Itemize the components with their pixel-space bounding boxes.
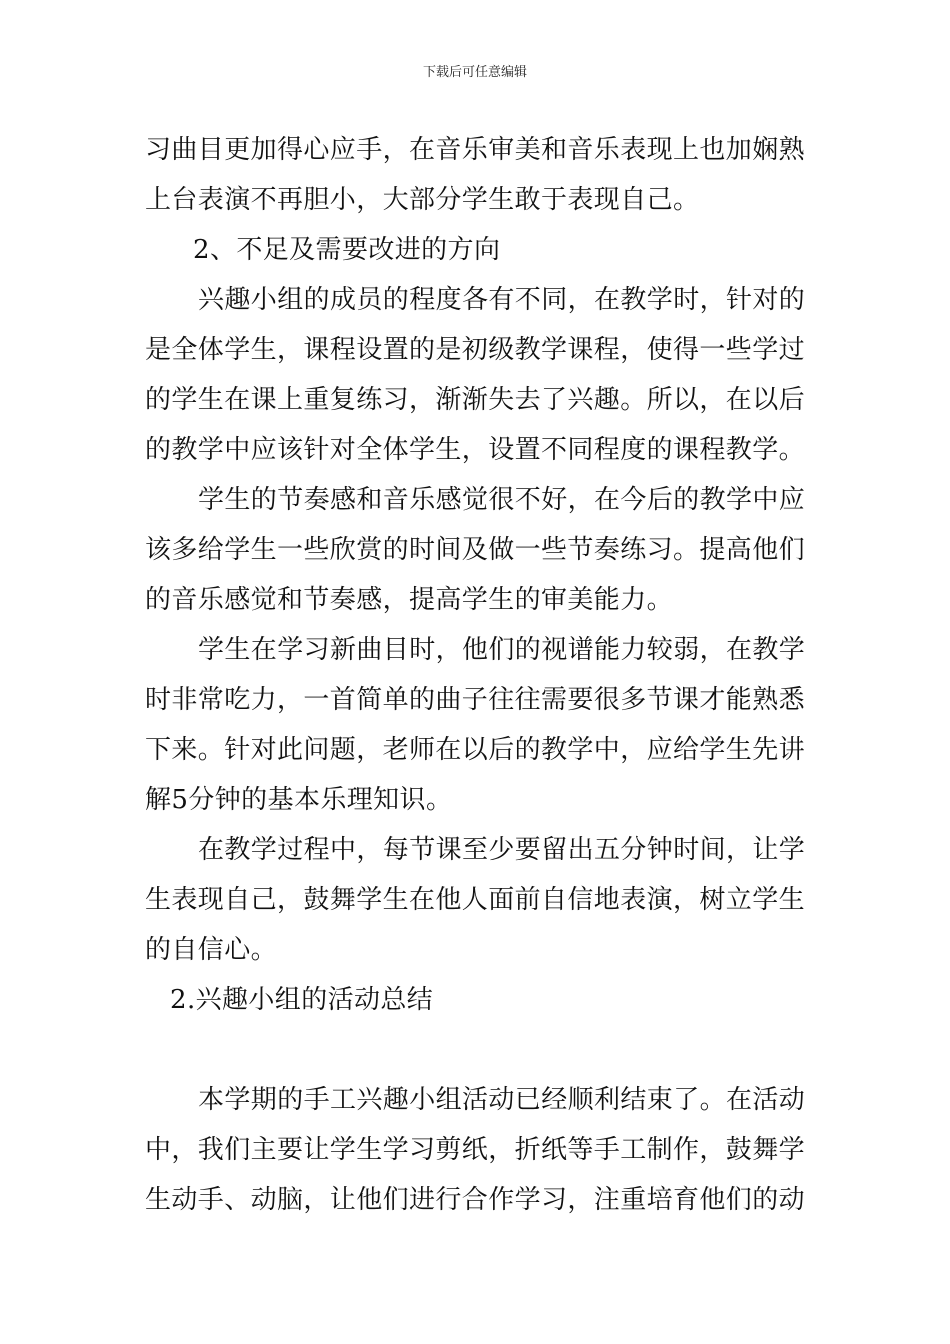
paragraph-line: 兴趣小组的成员的程度各有不同，在教学时，针对的 — [198, 285, 806, 315]
paragraph-line: 中，我们主要让学生学习剪纸，折纸等手工制作，鼓舞学 — [145, 1135, 806, 1165]
paragraph-line: 学生的节奏感和音乐感觉很不好，在今后的教学中应 — [198, 485, 806, 515]
paragraph-line: 下来。针对此问题，老师在以后的教学中，应给学生先讲 — [145, 735, 806, 765]
paragraph-line: 的自信心。 — [145, 935, 278, 965]
paragraph-line: 的学生在课上重复练习，渐渐失去了兴趣。所以，在以后 — [145, 385, 806, 415]
paragraph-line: 该多给学生一些欣赏的时间及做一些节奏练习。提高他们 — [145, 535, 806, 565]
page-header: 下载后可任意编辑 — [422, 65, 527, 80]
paragraph-line: 生表现自己，鼓舞学生在他人面前自信地表演，树立学生 — [145, 885, 806, 915]
paragraph-line: 的音乐感觉和节奏感，提高学生的审美能力。 — [145, 585, 674, 615]
paragraph-line: 是全体学生，课程设置的是初级教学课程，使得一些学过 — [145, 335, 806, 365]
paragraph-line: 的教学中应该针对全体学生，设置不同程度的课程教学。 — [145, 435, 806, 465]
paragraph-line: 学生在学习新曲目时，他们的视谱能力较弱，在教学 — [198, 635, 806, 665]
paragraph-line: 习曲目更加得心应手，在音乐审美和音乐表现上也加娴熟 — [145, 135, 806, 165]
paragraph-line: 本学期的手工兴趣小组活动已经顺利结束了。在活动 — [198, 1085, 806, 1115]
paragraph-line: 时非常吃力，一首简单的曲子往往需要很多节课才能熟悉 — [145, 685, 806, 715]
section-heading: 2、不足及需要改进的方向 — [193, 235, 501, 265]
paragraph-line: 在教学过程中，每节课至少要留出五分钟时间，让学 — [198, 835, 806, 865]
paragraph-line: 解5分钟的基本乐理知识。 — [145, 785, 453, 815]
paragraph-line: 上台表演不再胆小，大部分学生敢于表现自己。 — [145, 185, 700, 215]
section-heading: 2.兴趣小组的活动总结 — [170, 985, 434, 1015]
paragraph-line: 生动手、动脑，让他们进行合作学习，注重培育他们的动 — [145, 1185, 806, 1215]
